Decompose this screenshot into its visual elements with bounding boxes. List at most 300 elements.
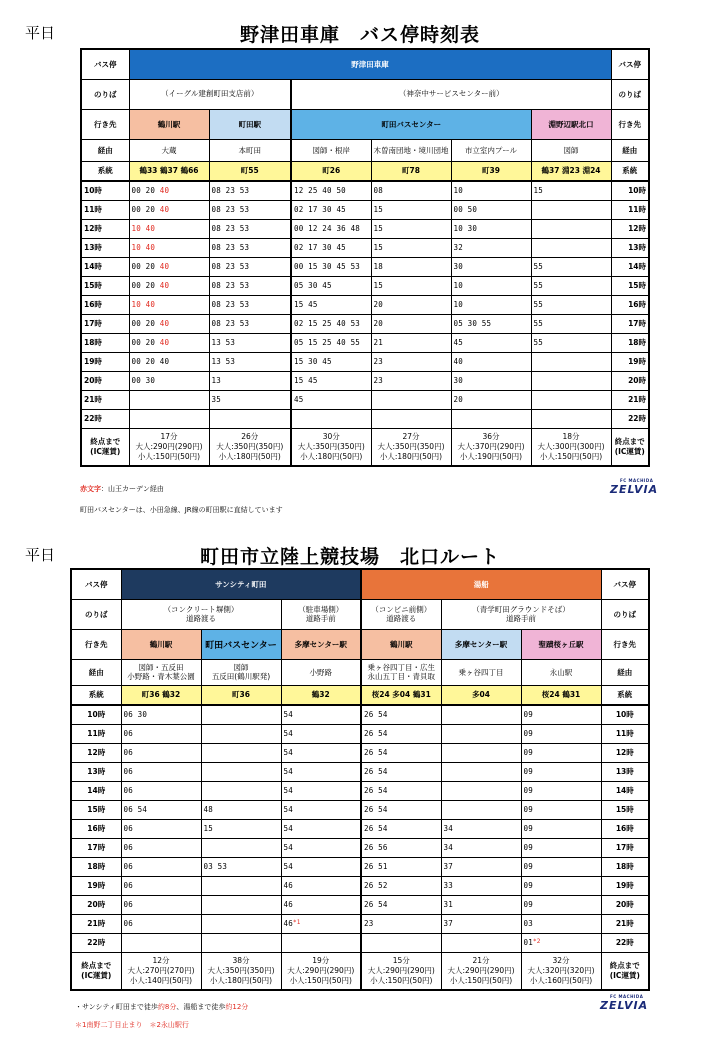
hour-label-right: 21時 [611, 390, 649, 409]
hour-label: 11時 [71, 724, 121, 743]
time-cell: 26 52 [361, 876, 441, 895]
time-cell: 45 [451, 333, 531, 352]
platform-2: （神奈中サービスセンター前） [291, 79, 611, 109]
time-cell: 09 [521, 724, 601, 743]
time-cell [531, 390, 611, 409]
table-row [71, 933, 649, 952]
table-row [81, 390, 649, 409]
zelvia-logo: FC MACHIDA ZELVIA [610, 478, 659, 496]
time-cell: 09 [521, 876, 601, 895]
hour-label: 21時 [81, 390, 129, 409]
timetable-athletic-stadium [70, 568, 650, 991]
time-cell [531, 219, 611, 238]
note-bus-center: 町田バスセンターは、小田急線、JR線の町田駅に直結しています [80, 506, 283, 514]
label-platform-right: のりば [611, 79, 649, 109]
time-cell [531, 409, 611, 428]
time-cell: 46$^{*1}$ [281, 914, 361, 933]
hour-label: 14時 [81, 257, 129, 276]
time-cell: 08 23 53 [209, 257, 291, 276]
time-cell: 10 40 [129, 238, 209, 257]
table-row [71, 724, 649, 743]
route-s2-3: 鶴32 [281, 685, 361, 705]
time-cell: 09 [521, 857, 601, 876]
time-cell: 10 30 [451, 219, 531, 238]
table-row [81, 371, 649, 390]
table-row [71, 762, 649, 781]
time-cell: 00 20 40 [129, 352, 209, 371]
time-cell: 26 54 [361, 800, 441, 819]
time-cell: 06 [121, 781, 201, 800]
time-cell: 55 [531, 295, 611, 314]
hour-label-right: 21時 [601, 914, 649, 933]
time-cell [201, 933, 281, 952]
hour-label-right: 18時 [611, 333, 649, 352]
time-cell: 30 [451, 257, 531, 276]
platform-s2-1: （コンクリート塀側） 道路渡る [121, 599, 281, 629]
hour-label: 19時 [81, 352, 129, 371]
time-cell: 54 [281, 724, 361, 743]
time-cell: 09 [521, 781, 601, 800]
time-cell: 54 [281, 819, 361, 838]
time-cell: 26 54 [361, 724, 441, 743]
time-cell: 15 [371, 200, 451, 219]
fare-2: 26分 大人:350円(350円) 小人:180円(50円) [209, 428, 291, 466]
time-cell: 46 [281, 895, 361, 914]
time-cell: 06 30 [121, 705, 201, 724]
time-cell: 20 [371, 295, 451, 314]
route-6: 鶴37 淵23 淵24 [531, 161, 611, 181]
platform-s2-3: （コンビニ前側） 道路渡る [361, 599, 441, 629]
time-cell: 13 [209, 371, 291, 390]
time-cell: 40 [451, 352, 531, 371]
label-destination: 行き先 [81, 109, 129, 139]
hour-label-right: 20時 [611, 371, 649, 390]
time-cell: 54 [281, 838, 361, 857]
time-cell: 00 20 40 [129, 276, 209, 295]
time-cell: 55 [531, 333, 611, 352]
time-cell: 06 [121, 743, 201, 762]
fare-s2-1: 12分 大人:270円(270円) 小人:140円(50円) [121, 952, 201, 990]
time-cell: 05 15 25 40 55 [291, 333, 371, 352]
time-cell: 18 [371, 257, 451, 276]
label-route-2: 系統 [71, 685, 121, 705]
time-cell [441, 762, 521, 781]
time-cell: 09 [521, 743, 601, 762]
label-stop-right: バス停 [611, 49, 649, 79]
time-cell: 00 15 30 45 53 [291, 257, 371, 276]
stop-name-suncity: サンシティ町田 [121, 569, 361, 599]
note-walk-time: ・サンシティ町田まで徒歩約8分、湯船まで徒歩約12分 [75, 1003, 249, 1011]
hour-label: 14時 [71, 781, 121, 800]
time-cell: 10 40 [129, 295, 209, 314]
hour-label-right: 13時 [611, 238, 649, 257]
time-cell: 26 54 [361, 781, 441, 800]
time-cell: 20 [371, 314, 451, 333]
hour-label-right: 11時 [601, 724, 649, 743]
stop-name: 野津田車庫 [129, 49, 611, 79]
time-cell: 09 [521, 800, 601, 819]
table-row [71, 781, 649, 800]
via-2: 本町田 [209, 139, 291, 161]
hour-label: 16時 [81, 295, 129, 314]
hour-label: 18時 [71, 857, 121, 876]
time-cell [201, 781, 281, 800]
route-5: 町39 [451, 161, 531, 181]
label-platform: のりば [81, 79, 129, 109]
time-cell: 26 54 [361, 743, 441, 762]
label-via-right: 経由 [611, 139, 649, 161]
hour-label-right: 22時 [611, 409, 649, 428]
hour-label-right: 15時 [611, 276, 649, 295]
fare-s2-6: 32分 大人:320円(320円) 小人:160円(50円) [521, 952, 601, 990]
time-cell: 21 [371, 333, 451, 352]
time-cell: 37 [441, 857, 521, 876]
label-via-2: 経由 [71, 659, 121, 685]
time-cell: 32 [451, 238, 531, 257]
time-cell [441, 933, 521, 952]
time-cell: 26 54 [361, 762, 441, 781]
time-cell [371, 409, 451, 428]
time-cell [531, 238, 611, 257]
time-cell: 26 54 [361, 819, 441, 838]
time-cell: 46 [281, 876, 361, 895]
time-cell: 00 30 [129, 371, 209, 390]
hour-label: 17時 [71, 838, 121, 857]
time-cell [129, 390, 209, 409]
time-cell: 01$^{*2}$ [521, 933, 601, 952]
note-footnotes: ＊1南野二丁目止まり ＊2永山駅行 [75, 1021, 189, 1029]
time-cell: 02 15 25 40 53 [291, 314, 371, 333]
table-row [81, 257, 649, 276]
table-row [81, 219, 649, 238]
time-cell: 55 [531, 276, 611, 295]
table-row [71, 743, 649, 762]
time-cell: 23 [361, 914, 441, 933]
hour-label-right: 11時 [611, 200, 649, 219]
time-cell: 08 23 53 [209, 295, 291, 314]
time-cell: 03 53 [201, 857, 281, 876]
dest-s2-tama-2: 多摩センター駅 [441, 629, 521, 659]
time-cell: 08 23 53 [209, 238, 291, 257]
time-cell [531, 352, 611, 371]
time-cell: 15 30 45 [291, 352, 371, 371]
dest-machida-bus-center: 町田バスセンター [291, 109, 531, 139]
time-cell: 03 [521, 914, 601, 933]
fare-s2-2: 38分 大人:350円(350円) 小人:180円(50円) [201, 952, 281, 990]
time-cell: 00 50 [451, 200, 531, 219]
route-4: 町78 [371, 161, 451, 181]
time-cell: 15 [371, 219, 451, 238]
label-route-2-right: 系統 [601, 685, 649, 705]
hour-label: 12時 [71, 743, 121, 762]
hour-label: 12時 [81, 219, 129, 238]
time-cell: 02 17 30 45 [291, 238, 371, 257]
time-cell: 09 [521, 838, 601, 857]
hour-label: 13時 [81, 238, 129, 257]
hour-label: 19時 [71, 876, 121, 895]
note-red-text: 赤文字：山王カーデン経由 [80, 485, 164, 493]
time-cell: 10 [451, 276, 531, 295]
time-cell: 00 20 40 [129, 200, 209, 219]
time-cell [441, 724, 521, 743]
time-cell: 54 [281, 762, 361, 781]
hour-label-right: 14時 [601, 781, 649, 800]
hour-label-right: 19時 [601, 876, 649, 895]
time-cell: 08 23 53 [209, 200, 291, 219]
route-s2-6: 桜24 鶴31 [521, 685, 601, 705]
fare-s2-3: 19分 大人:290円(290円) 小人:150円(50円) [281, 952, 361, 990]
route-3: 町26 [291, 161, 371, 181]
hour-label: 15時 [81, 276, 129, 295]
time-cell [201, 838, 281, 857]
time-cell [291, 409, 371, 428]
table-row [71, 705, 649, 724]
time-cell [201, 724, 281, 743]
page-title: 野津田車庫 バス停時刻表 [240, 24, 481, 46]
time-cell [201, 914, 281, 933]
platform-s2-2: （駐車場側） 道路手前 [281, 599, 361, 629]
table-row [81, 200, 649, 219]
time-cell [201, 876, 281, 895]
time-cell [441, 781, 521, 800]
time-cell: 06 [121, 819, 201, 838]
time-cell: 54 [281, 743, 361, 762]
time-cell [441, 705, 521, 724]
hour-label: 21時 [71, 914, 121, 933]
table-row [71, 819, 649, 838]
via-s2-1: 図師・五反田 小野路・青木葉公園 [121, 659, 201, 685]
time-cell: 06 [121, 762, 201, 781]
table-row [81, 314, 649, 333]
footnote-mark: *2 [532, 938, 541, 945]
time-cell: 00 12 24 36 48 [291, 219, 371, 238]
time-cell: 26 56 [361, 838, 441, 857]
hour-label-right: 19時 [611, 352, 649, 371]
hour-label-right: 15時 [601, 800, 649, 819]
time-cell: 15 [201, 819, 281, 838]
table-row [81, 352, 649, 371]
weekday-label-2: 平日 [25, 546, 56, 564]
hour-label-right: 17時 [611, 314, 649, 333]
table-row [71, 895, 649, 914]
fare-6: 18分 大人:300円(300円) 小人:150円(50円) [531, 428, 611, 466]
time-cell: 00 20 40 [129, 181, 209, 200]
platform-s2-4: （青学町田グラウンドそば） 道路手前 [441, 599, 601, 629]
hour-label: 18時 [81, 333, 129, 352]
time-cell: 06 [121, 838, 201, 857]
via-1: 大蔵 [129, 139, 209, 161]
route-s2-4: 桜24 多04 鶴31 [361, 685, 441, 705]
time-cell: 06 [121, 857, 201, 876]
hour-label-right: 10時 [611, 181, 649, 200]
fare-s2-4: 15分 大人:290円(290円) 小人:150円(50円) [361, 952, 441, 990]
label-fare: 終点まで (IC運賃) [81, 428, 129, 466]
time-cell: 06 [121, 724, 201, 743]
time-cell: 26 54 [361, 705, 441, 724]
time-cell: 33 [441, 876, 521, 895]
time-cell: 30 [451, 371, 531, 390]
time-cell [371, 390, 451, 409]
time-cell: 09 [521, 762, 601, 781]
dest-s2-tama: 多摩センター駅 [281, 629, 361, 659]
hour-label: 22時 [71, 933, 121, 952]
dest-s2-bus-center: 町田バスセンター [201, 629, 281, 659]
fare-4: 27分 大人:350円(350円) 小人:180円(50円) [371, 428, 451, 466]
time-cell: 54 [281, 800, 361, 819]
route-s2-2: 町36 [201, 685, 281, 705]
hour-label: 20時 [81, 371, 129, 390]
table-row [71, 800, 649, 819]
time-cell [209, 409, 291, 428]
hour-label-right: 16時 [601, 819, 649, 838]
time-cell: 31 [441, 895, 521, 914]
label-destination-right: 行き先 [611, 109, 649, 139]
time-cell: 13 53 [209, 333, 291, 352]
hour-label-right: 22時 [601, 933, 649, 952]
label-stop-2-right: バス停 [601, 569, 649, 599]
time-cell [201, 705, 281, 724]
time-cell: 08 23 53 [209, 314, 291, 333]
time-cell: 06 [121, 876, 201, 895]
fare-s2-5: 21分 大人:290円(290円) 小人:150円(50円) [441, 952, 521, 990]
via-6: 図師 [531, 139, 611, 161]
time-cell: 12 25 40 50 [291, 181, 371, 200]
table-row [81, 276, 649, 295]
route-2: 町55 [209, 161, 291, 181]
time-cell: 08 23 53 [209, 181, 291, 200]
time-cell: 20 [451, 390, 531, 409]
time-cell [129, 409, 209, 428]
time-cell: 05 30 55 [451, 314, 531, 333]
time-cell: 10 [451, 295, 531, 314]
label-platform-2: のりば [71, 599, 121, 629]
label-destination-2: 行き先 [71, 629, 121, 659]
via-s2-2: 図師 五反田(鶴川駅発) [201, 659, 281, 685]
label-stop: バス停 [81, 49, 129, 79]
time-cell: 45 [291, 390, 371, 409]
time-cell [441, 800, 521, 819]
route-s2-5: 多04 [441, 685, 521, 705]
time-cell: 09 [521, 705, 601, 724]
time-cell: 55 [531, 257, 611, 276]
hour-label: 13時 [71, 762, 121, 781]
timetable-nozuta [80, 48, 650, 467]
time-cell: 00 20 40 [129, 257, 209, 276]
time-cell [531, 200, 611, 219]
dest-s2-seiseki: 聖蹟桜ヶ丘駅 [521, 629, 601, 659]
label-via-2-right: 経由 [601, 659, 649, 685]
time-cell [531, 371, 611, 390]
time-cell: 00 20 40 [129, 333, 209, 352]
table-row [81, 295, 649, 314]
fare-3: 30分 大人:350円(350円) 小人:180円(50円) [291, 428, 371, 466]
hour-label-right: 17時 [601, 838, 649, 857]
time-cell: 26 54 [361, 895, 441, 914]
time-cell: 15 [531, 181, 611, 200]
hour-label-right: 16時 [611, 295, 649, 314]
hour-label-right: 10時 [601, 705, 649, 724]
hour-label-right: 14時 [611, 257, 649, 276]
time-cell: 09 [521, 819, 601, 838]
label-fare-2-right: 終点まで (IC運賃) [601, 952, 649, 990]
fare-5: 36分 大人:370円(290円) 小人:190円(50円) [451, 428, 531, 466]
time-cell: 15 [371, 276, 451, 295]
hour-label: 15時 [71, 800, 121, 819]
via-4: 木曽南団地・境川団地 [371, 139, 451, 161]
zelvia-logo-2: FC MACHIDA ZELVIA [600, 994, 649, 1012]
hour-label: 20時 [71, 895, 121, 914]
via-s2-6: 永山駅 [521, 659, 601, 685]
hour-label-right: 12時 [611, 219, 649, 238]
time-cell: 37 [441, 914, 521, 933]
hour-label-right: 13時 [601, 762, 649, 781]
fare-1: 17分 大人:290円(290円) 小人:150円(50円) [129, 428, 209, 466]
time-cell: 54 [281, 857, 361, 876]
table-row [81, 181, 649, 200]
via-s2-3: 小野路 [281, 659, 361, 685]
time-cell: 05 30 45 [291, 276, 371, 295]
hour-label: 16時 [71, 819, 121, 838]
label-via: 経由 [81, 139, 129, 161]
via-s2-5: 乗ヶ谷四丁目 [441, 659, 521, 685]
time-cell: 26 51 [361, 857, 441, 876]
hour-label: 22時 [81, 409, 129, 428]
label-fare-right: 終点まで (IC運賃) [611, 428, 649, 466]
time-cell: 10 [451, 181, 531, 200]
time-cell: 06 [121, 914, 201, 933]
time-cell [451, 409, 531, 428]
time-cell: 09 [521, 895, 601, 914]
table-row [71, 914, 649, 933]
table-row [81, 409, 649, 428]
time-cell [361, 933, 441, 952]
hour-label-right: 12時 [601, 743, 649, 762]
via-5: 市立室内プール [451, 139, 531, 161]
footnote-mark: *1 [292, 919, 301, 926]
table-row [81, 333, 649, 352]
time-cell: 35 [209, 390, 291, 409]
time-cell [281, 933, 361, 952]
weekday-label: 平日 [25, 24, 56, 42]
label-route-right: 系統 [611, 161, 649, 181]
dest-s2-tsurukawa: 鶴川駅 [121, 629, 201, 659]
table-row [71, 857, 649, 876]
via-3: 図師・根岸 [291, 139, 371, 161]
time-cell: 02 17 30 45 [291, 200, 371, 219]
time-cell: 23 [371, 352, 451, 371]
dest-tsurukawa: 鶴川駅 [129, 109, 209, 139]
hour-label: 11時 [81, 200, 129, 219]
via-s2-4: 乗ヶ谷四丁目・広生 永山五丁目・青貝取 [361, 659, 441, 685]
hour-label-right: 20時 [601, 895, 649, 914]
hour-label: 10時 [71, 705, 121, 724]
time-cell [121, 933, 201, 952]
time-cell: 06 [121, 895, 201, 914]
time-cell: 15 45 [291, 295, 371, 314]
hour-label-right: 18時 [601, 857, 649, 876]
table-row [71, 876, 649, 895]
time-cell: 54 [281, 781, 361, 800]
label-route: 系統 [81, 161, 129, 181]
time-cell: 34 [441, 819, 521, 838]
time-cell: 06 54 [121, 800, 201, 819]
time-cell [201, 743, 281, 762]
time-cell: 08 23 53 [209, 276, 291, 295]
table-row [71, 838, 649, 857]
route-1: 鶴33 鶴37 鶴66 [129, 161, 209, 181]
dest-machida: 町田駅 [209, 109, 291, 139]
time-cell [201, 895, 281, 914]
